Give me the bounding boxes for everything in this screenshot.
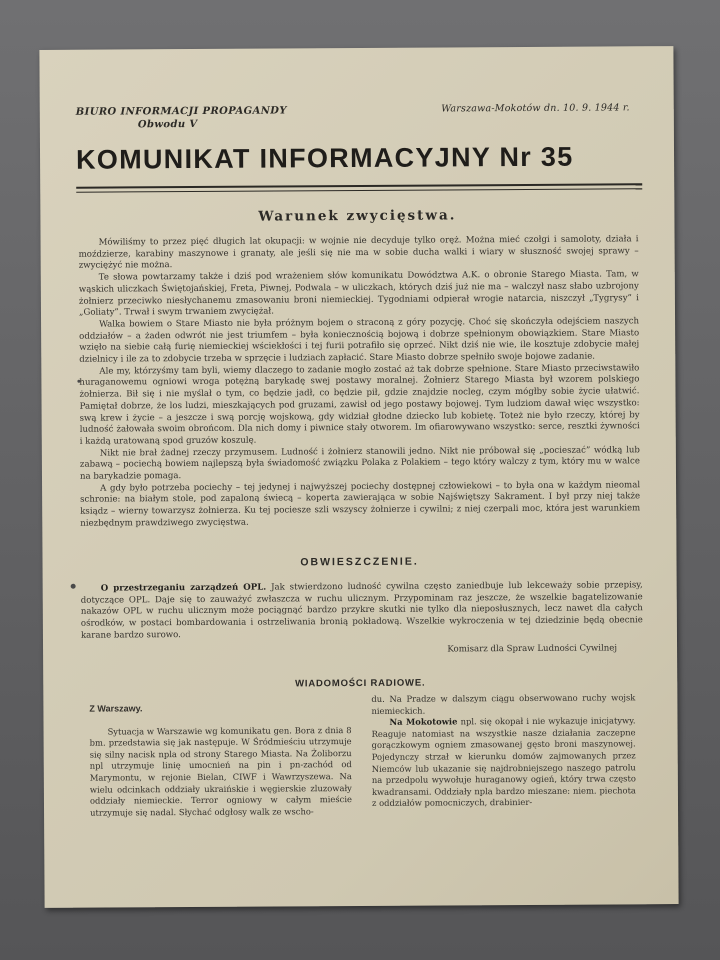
article-paragraph: A gdy było potrzeba pociechy – tej jedynej i najwyższej pociechy dostępnej człowiekowi – to była ona w każdym nieomal schronie: na białym stole, pod zapaloną świecą – koperta zawierająca w sobie Najświętszy Sakrament. I był przy niej także ksiądz – wierny towarzysz żołnierza. Ku tej pociesze szli wszyscy żołnierze i cywilni; z niej czerpali moc, która jest warunkiem niezbędnym prawdziwego zwycięstwa. [80, 480, 641, 529]
radio-lead: Na Mokotowie [389, 716, 458, 728]
article-paragraph: Te słowa powtarzamy także i dziś pod wrażeniem słów komunikatu Dowództwa A.K. o obronie Starego Miasta. Tam, w wąskich uliczkach Świętojańskiej, Freta, Piwnej, Podwala – w uliczkach, których dziś już nie ma – walczył nasz słabo uzbrojony żołnierz przeciwko niesłychanemu zmasowaniu broni niemieckiej. Tygodniami odpierał wrogie natarcia, niszczył „Tygrysy” i „Goliaty”. Trwał i swym trwaniem zwyciężał. [78, 269, 639, 318]
notice-text: Jak stwierdzono ludność cywilna często zaniedbuje lub lekceważy sobie przepisy, dotyczące OPL. Daje się to zauważyć zwłaszcza w ruchu ulicznym. Przypominam raz jeszcze, że wszelkie bagatelizowanie nakazów OPL w ruchu ulicznym może pociągnąć bardzo przykre skutki nie tylko dla nieposłusznych, lecz nawet dla całych ośrodków, w postaci bombardowania i ostrzeliwania bronią pokładową. Wszelkie wykroczenia w tej dziedzinie będą obecnie karane bardzo surowo. [80, 580, 643, 641]
radio-paragraph: Sytuacja w Warszawie wg komunikatu gen. Bora z dnia 8 bm. przedstawia się jak następuje. W Śródmieściu utrzymuje się silny nacisk npla od strony Starego Miasta. Na Żoliborzu npl utrzymuje linię umocnień na pin i pn-zachód od Marymontu, w rejonie Bielan, CIWF i Wawrzyszewa. Na wielu odcinkach oddziały ukraińskie i węgierskie zluzowały oddziały niemieckie. Terror ogniowy w całym mieście utrzymuje się nadal. Słychać odgłosy walk ze wscho- [89, 724, 352, 818]
notice-body [81, 580, 643, 642]
article-heading: Warunek zwycięstwa. [258, 207, 457, 225]
notice-lead: O przestrzeganiu zarządzeń OPL. [100, 582, 267, 594]
title-divider-thin [76, 188, 642, 192]
notice-signature: Komisarz dla Spraw Ludności Cywilnej [447, 643, 618, 655]
radio-column-left [89, 702, 352, 819]
bureau-name [76, 104, 336, 132]
article-paragraph: Ale my, którzyśmy tam byli, wiemy dlaczego to zadanie mogło zostać aż tak dobrze spełnione. Stare Miasto przeciwstawiło huraganowemu ogniowi wroga potężną barykadę swej postawy moralnej. Żołnierz Starego Miasta był wzorem polskiego żołnierza. Bił się i nie myślał o tym, co będzie jadł, co będzie pił, gdzie znajdzie nocleg, czym mógłby sobie życie ułatwić. Pamiętał dobrze, że los ludzi, mieszkających pod gruzami, zawisł od jego postawy bojowej. Tym ludziom dawał więc wszystko: swą krew i życie – a jeszcze i swą porcję wojskową, gdy widział głodne dziecko lub kobietę. Toteż nie było rzeczy, której by ludność żałowała swoim obrońcom. Dla nich domy i piwnice stały otworem. Im ofiarowywano wszystko: serce, resztki żywności i każdą uratowaną spod gruzów koszulę. [79, 363, 640, 447]
radio-column-right [371, 692, 636, 810]
page-title: KOMUNIKAT INFORMACYJNY Nr 35 [75, 141, 574, 175]
bureau-line2: Obwodu V [137, 118, 198, 131]
issue-date: Warszawa-Mokotów dn. 10. 9. 1944 r. [441, 102, 630, 115]
article-paragraph: Mówiliśmy to przez pięć długich lat okupacji: w wojnie nie decyduje tylko oręż. Można mieć czołgi i samoloty, działa i moździerze, karabiny maszynowe i granaty, ale jeśli się nie ma w sobie ducha walki i wiary w słuszność swojej sprawy – zwyciężyć nie można. [78, 234, 639, 272]
radio-continuation: du. Na Pradze w dalszym ciągu obserwowano ruchy wojsk niemieckich. [371, 692, 636, 716]
article-paragraph: Nikt nie brał żadnej rzeczy przymusem. Ludność i żołnierz stanowili jedno. Nikt nie próbował się „pocieszać” wódką lub zabawą – pociechą bowiem najlepszą była świadomość związku Polaka z Polakiem – tego który walczy z tym, który mu w walce na barykadzie pomaga. [79, 444, 640, 482]
notice-paragraph [81, 580, 643, 642]
radio-subhead: Z Warszawy. [89, 703, 143, 714]
leaflet-page [39, 46, 678, 908]
radio-heading: WIADOMOŚCI RADIOWE. [295, 677, 426, 690]
article-body [79, 234, 641, 530]
radio-paragraph [371, 716, 636, 810]
notice-heading: OBWIESZCZENIE. [300, 555, 419, 569]
paper-hole-mark [71, 584, 76, 589]
article-paragraph: Walka bowiem o Stare Miasto nie była próżnym bojem o straconą z góry pozycję. Choć się skończyła odejściem naszych oddziałów – a żaden odwrót nie jest triumfem – była koniecznością bojową i dobrze spełnionym obowiązkiem. Stare Miasto wzięło na siebie całą furię niemieckiej wściekłości i tej furii potrafiło się oprzeć. Nikt dziś nie wie, ile kosztuje zdobycie małej dzielnicy i ile za to zdobycie trzeba w sprzęcie i ludziach zapłacić. Stare Miasto dobrze spełniło swoje bojowe zadanie. [79, 316, 640, 365]
radio-text: npl. się okopał i nie wykazuje inicjatywy. Reaguje natomiast na wszystkie nasze działania zaczepne gorączkowym ogniem zmasowanej gęsto broni maszynowej. Pojedynczy strzał w kierunku domów zajmowanych przez Niemców lub ukazanie się najdrobniejszego naszego patrolu na przedpolu wywołuje huraganowy ogień, który trwa często kwadransami. Oddziały npla bardzo mieszane: niem. piechota z oddziałów pomocniczych, drabinier- [371, 715, 636, 809]
bureau-line1: BIURO INFORMACJI PROPAGANDY [75, 105, 287, 118]
